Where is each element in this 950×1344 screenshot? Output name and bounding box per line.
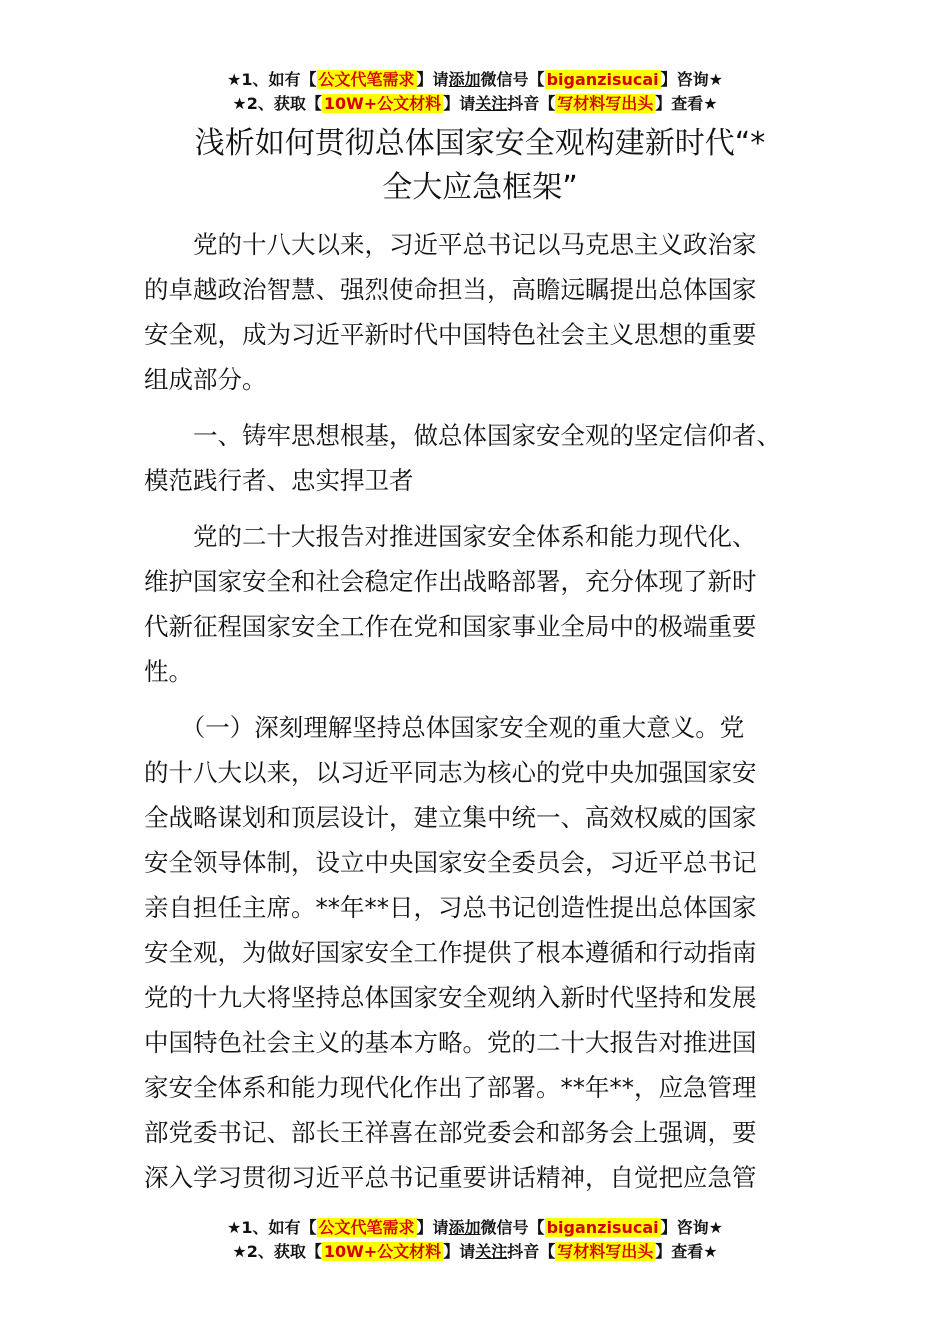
banner-text: 】查看★ [655,1242,718,1261]
paragraph-intro [144,222,824,402]
banner-text: 】请 [443,94,476,113]
text-line: 家安全体系和能力现代化作出了部署。**年**，应急管理 [144,1073,757,1102]
text-line: 的十八大以来，以习近平同志为核心的党中央加强国家安 [144,758,757,787]
banner-text: ★1、如有【 [227,70,317,89]
highlight-douyin-account: 写材料写出头 [557,1242,654,1261]
text-line: 党的十九大将坚持总体国家安全观纳入新时代坚持和发展 [144,983,757,1012]
banner-text: 抖音【 [507,1242,556,1261]
highlight-wechat-id: biganzisucai [546,70,659,89]
banner-text: ★1、如有【 [227,1218,317,1237]
paragraph-significance [144,705,824,1200]
text-line: 亲自担任主席。**年**日，习总书记创造性提出总体国家 [144,893,757,922]
text-line: 深入学习贯彻习近平总书记重要讲话精神，自觉把应急管 [144,1163,757,1192]
highlight-douyin-account: 写材料写出头 [557,94,654,113]
banner-text: 】咨询★ [660,70,723,89]
banner-text: ★2、获取【 [232,94,322,113]
banner-text: 】请 [416,70,449,89]
highlight-service: 公文代笔需求 [318,1218,415,1237]
text-line: （一）深刻理解坚持总体国家安全观的重大意义。党 [144,713,745,742]
text-line: 中国特色社会主义的基本方略。党的二十大报告对推进国 [144,1028,757,1057]
banner-text: 】请 [416,1218,449,1237]
text-line: 组成部分。 [144,365,267,394]
banner-underlined: 关注 [475,94,508,113]
banner-line-1 [0,68,950,92]
banner-text: 】查看★ [655,94,718,113]
banner-text: ★2、获取【 [232,1242,322,1261]
banner-line-2 [0,1240,950,1264]
banner-underlined: 关注 [475,1242,508,1261]
title-line-2: 全大应急框架” [382,170,578,205]
banner-text: 抖音【 [507,94,556,113]
text-line: 党的十八大以来，习近平总书记以马克思主义政治家 [144,230,757,259]
text-line: 党的二十大报告对推进国家安全体系和能力现代化、 [144,522,757,551]
text-line: 代新征程国家安全工作在党和国家事业全局中的极端重要 [144,612,757,641]
text-line: 性。 [144,657,193,686]
title-line-1: 浅析如何贯彻总体国家安全观构建新时代“* [194,126,766,161]
document-body [144,222,824,1211]
text-line: 安全观，为做好国家安全工作提供了根本遵循和行动指南 [144,938,757,967]
banner-line-1 [0,1216,950,1240]
banner-text: 】咨询★ [660,1218,723,1237]
section-heading-1 [144,413,824,503]
text-line: 安全观，成为习近平新时代中国特色社会主义思想的重要 [144,320,757,349]
header-banner [0,68,950,116]
text-line: 全战略谋划和顶层设计，建立集中统一、高效权威的国家 [144,803,757,832]
text-line: 模范践行者、忠实捍卫者 [144,466,414,495]
highlight-wechat-id: biganzisucai [546,1218,659,1237]
text-line: 一、铸牢思想根基，做总体国家安全观的坚定信仰者、 [144,421,781,450]
document-title [140,122,820,210]
highlight-service: 公文代笔需求 [318,70,415,89]
text-line: 的卓越政治智慧、强烈使命担当，高瞻远瞩提出总体国家 [144,275,757,304]
banner-underlined: 添加 [448,70,481,89]
highlight-materials: 10W+公文材料 [323,94,442,113]
banner-text: 微信号【 [480,70,545,89]
banner-text: 】请 [443,1242,476,1261]
paragraph-report [144,514,824,694]
text-line: 维护国家安全和社会稳定作出战略部署，充分体现了新时 [144,567,757,596]
banner-line-2 [0,92,950,116]
banner-underlined: 添加 [448,1218,481,1237]
banner-text: 微信号【 [480,1218,545,1237]
highlight-materials: 10W+公文材料 [323,1242,442,1261]
text-line: 部党委书记、部长王祥喜在部党委会和部务会上强调，要 [144,1118,757,1147]
text-line: 安全领导体制，设立中央国家安全委员会，习近平总书记 [144,848,757,877]
footer-banner [0,1216,950,1264]
